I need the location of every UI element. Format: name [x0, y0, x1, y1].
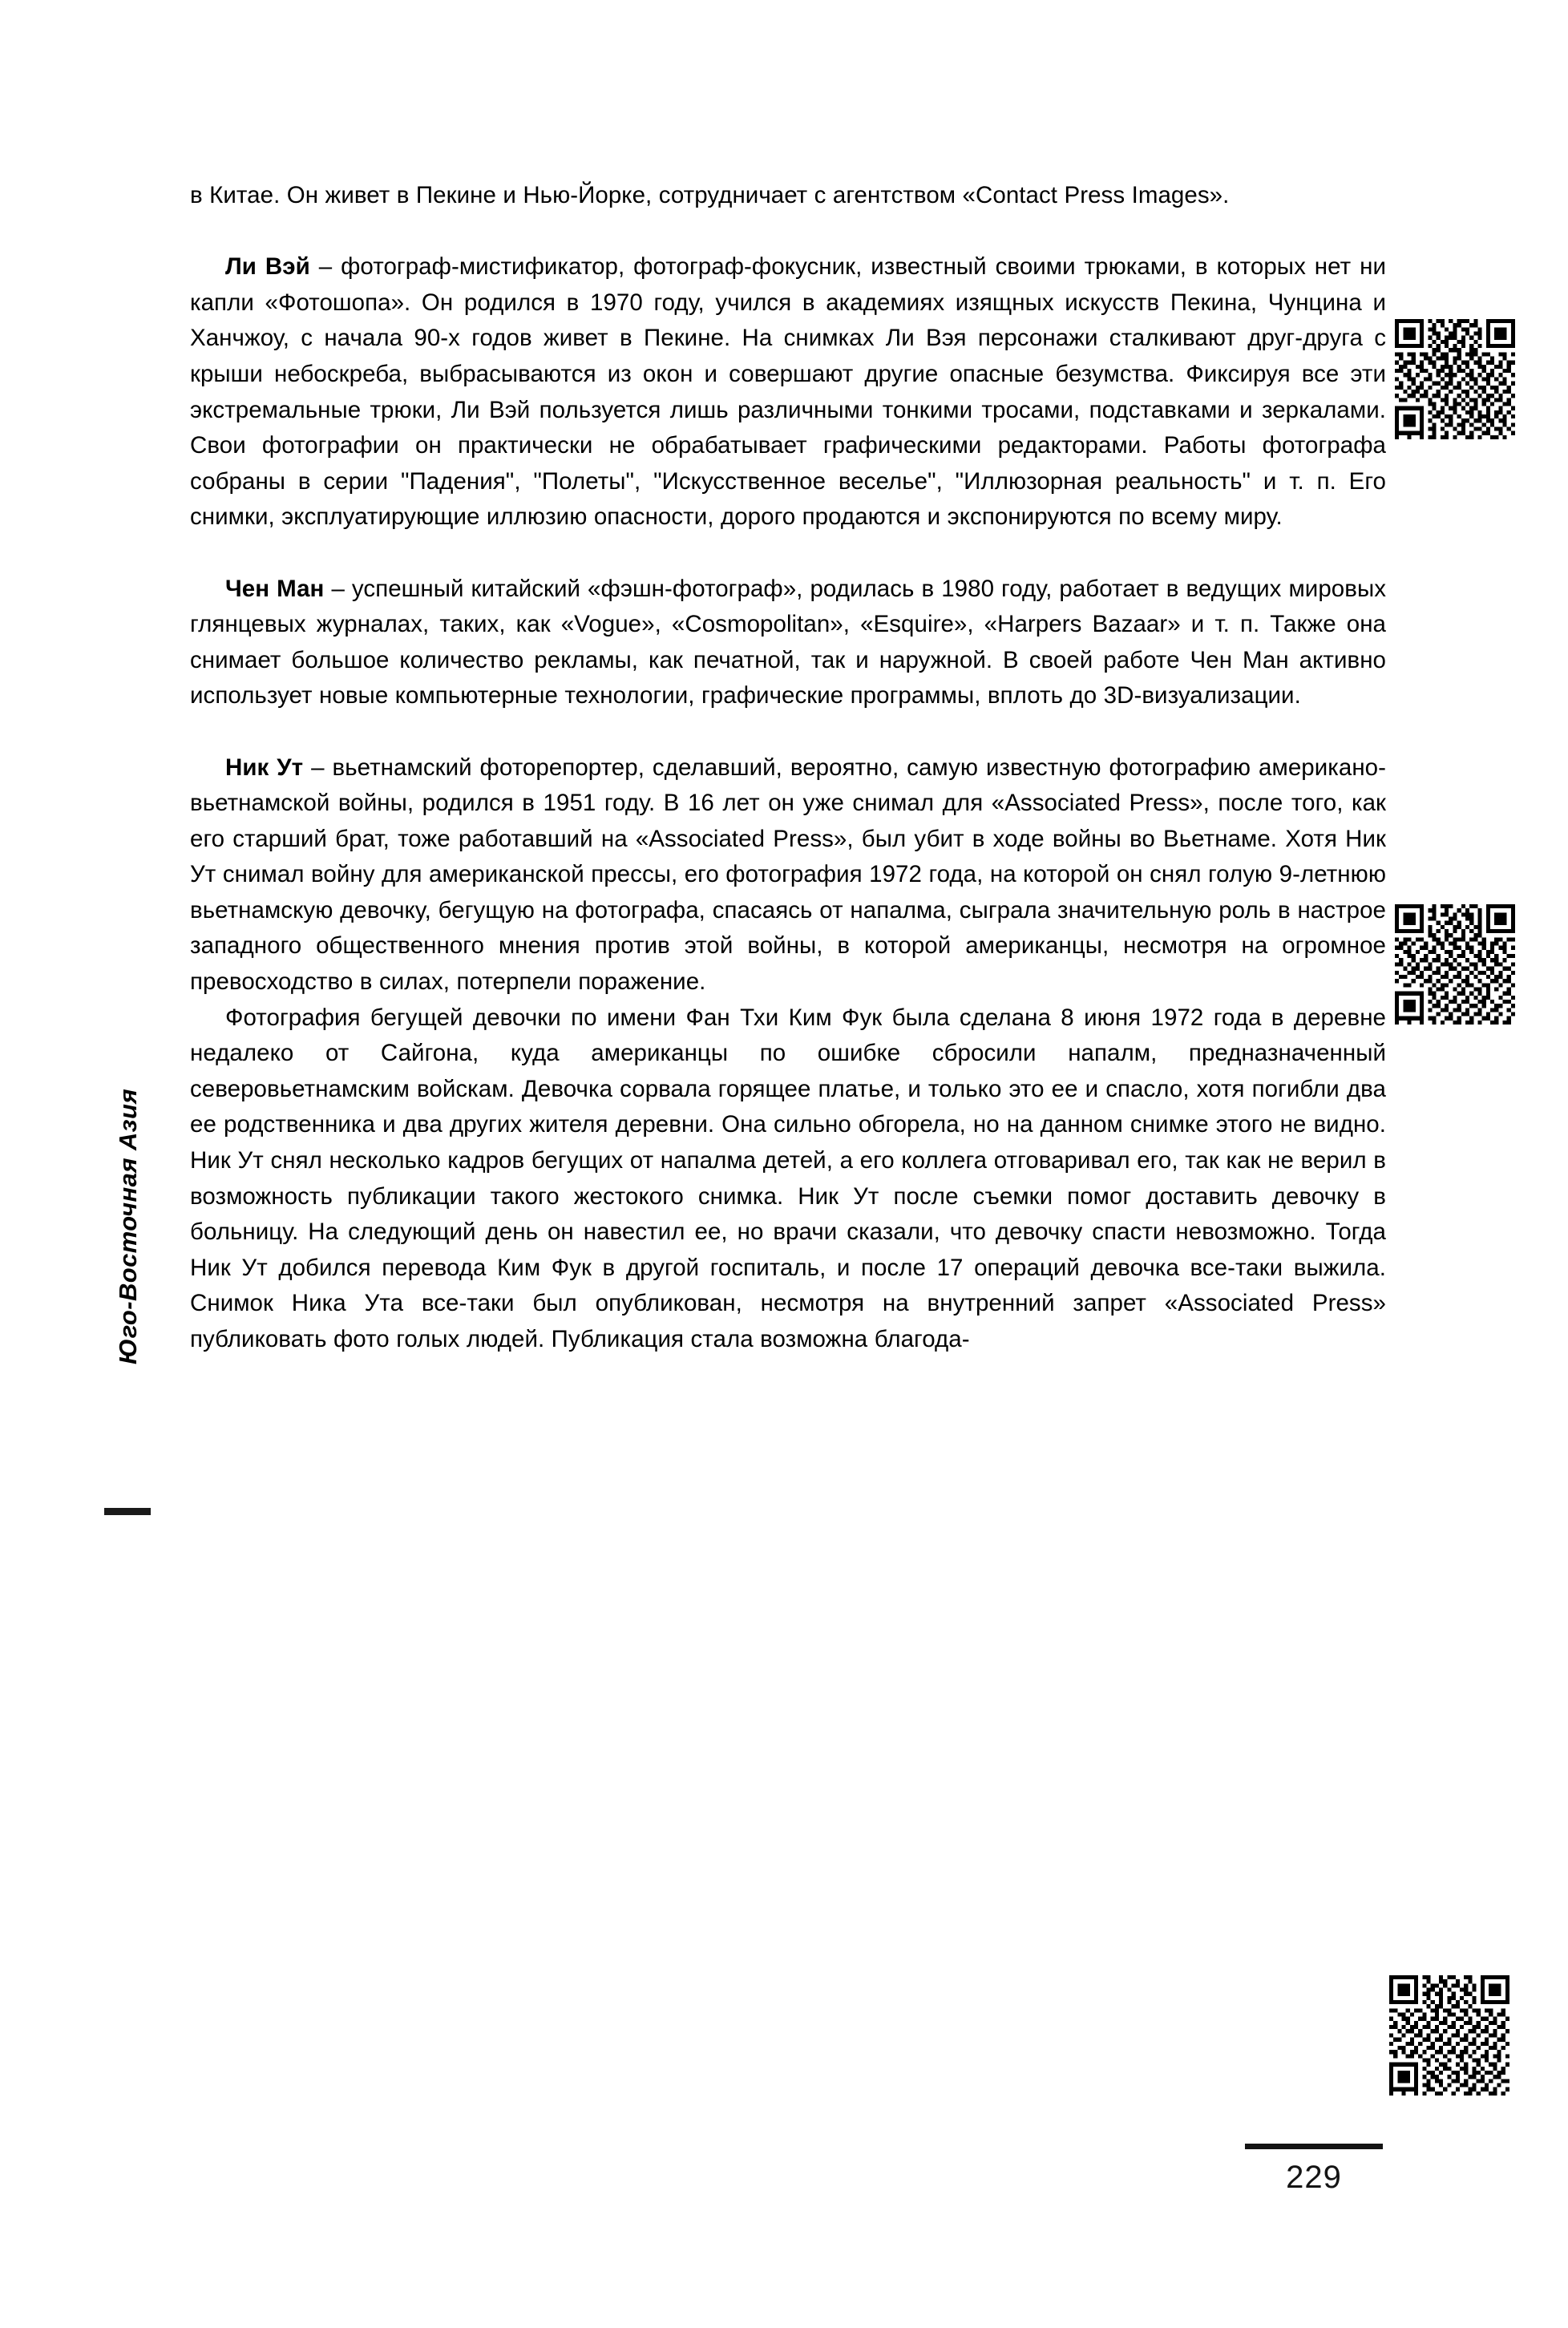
- paragraph-chen-man: [190, 572, 1386, 714]
- body-text-column: [190, 178, 1386, 1358]
- paragraph-continuation: [190, 178, 1386, 214]
- qr-code-icon: [1395, 319, 1515, 439]
- paragraph-text: Фотография бегущей девочки по имени Фан Тхи Ким Фук была сделана 8 июня 1972 года в деревне недалеко от Сайгона, куда американцы по ошибке сбросили напалм, предназначенный северовьетнамским войскам. Девочка сорвала горящее платье, и только это ее и спасло, хотя погибли два ее родственника и два других жителя деревни. Она сильно обгорела, но на данном снимке этого не видно. Ник Ут снял несколько кадров бегущих от напалма детей, а его коллега отговаривал его, так как не верил в возможность публикации такого жестокого снимка. Ник Ут после съемки помог доставить девочку в больницу. На следующий день он навестил ее, но врачи сказали, что девочку спасти невозможно. Тогда Ник Ут добился перевода Ким Фук в другой госпиталь, и после 17 операций девочка все-таки выжила. Снимок Ника Ута все-таки был опубликован, несмотря на внутренний запрет «Associated Press» публиковать фото голых людей. Публикация стала возможна благода-: [190, 1004, 1386, 1352]
- qr-code-icon: [1395, 904, 1515, 1025]
- paragraph-nick-ut: [190, 750, 1386, 1000]
- entry-name-nick-ut: Ник Ут: [225, 754, 304, 781]
- paragraph-text: – вьетнамский фоторепортер, сделавший, вероятно, самую известную фотографию американо-вьетнамской войны, родился в 1951 году. В 16 лет он уже снимал для «Associated Press», после того, как его старший брат, тоже работавший на «Associated Press», был убит в ходе войны во Вьетнаме. Хотя Ник Ут снимал войну для американской прессы, его фотография 1972 года, на которой он снял голую 9-летнюю вьетнамскую девочку, бегущую на фотографа, спасаясь от напалма, сыграла значительную роль в настрое западного общественного мнения против этой войны, в которой американцы, несмотря на огромное превосходство в силах, потерпели поражение.: [190, 754, 1386, 996]
- page-number: 229: [1286, 2160, 1342, 2195]
- paragraph-li-wei: [190, 249, 1386, 536]
- paragraph-text: – успешный китайский «фэшн-фотограф», родилась в 1980 году, работает в ведущих мировых глянцевых журналах, таких, как «Vogue», «Cosmopolitan», «Esquire», «Harpers Bazaar» и т. п. Также она снимает большое количество рекламы, как печатной, так и наружной. В своей работе Чен Ман активно использует новые компьютерные технологии, графические программы, вплоть до 3D-визуализации.: [190, 575, 1387, 709]
- side-running-head-rule: [104, 1508, 151, 1515]
- entry-name-chen-man: Чен Ман: [225, 575, 325, 602]
- qr-code-icon: [1389, 1975, 1509, 2096]
- side-running-head: [90, 922, 167, 1531]
- footer-rule: [1245, 2144, 1383, 2149]
- side-running-head-label: Юго-Восточная Азия: [114, 1089, 142, 1364]
- paragraph-kim-phuc: [190, 1000, 1386, 1358]
- paragraph-text: в Китае. Он живет в Пекине и Нью-Йорке, сотрудничает с агентством «Contact Press Images».: [190, 182, 1230, 208]
- entry-name-li-wei: Ли Вэй: [225, 253, 310, 281]
- paragraph-text: – фотограф-мистификатор, фотограф-фокусник, известный своими трюками, в которых нет ни капли «Фотошопа». Он родился в 1970 году, учился в академиях изящных искусств Пекина, Чунцина и Ханчжоу, с начала 90-х годов живет в Пекине. На снимках Ли Вэя персонажи сталкивают друг-друга с крыши небоскреба, выбрасываются из окон и совершают другие опасные безумства. Фиксируя все эти экстремальные трюки, Ли Вэй пользуется лишь различными тонкими тросами, подставками и зеркалами. Свои фотографии он практически не обрабатывает графическими редакторами. Работы фотографа собраны в серии "Падения", "Полеты", "Искусственное веселье", "Иллюзорная реальность" и т. п. Его снимки, эксплуатирующие иллюзию опасности, дорого продаются и экспонируются по всему миру.: [190, 253, 1386, 531]
